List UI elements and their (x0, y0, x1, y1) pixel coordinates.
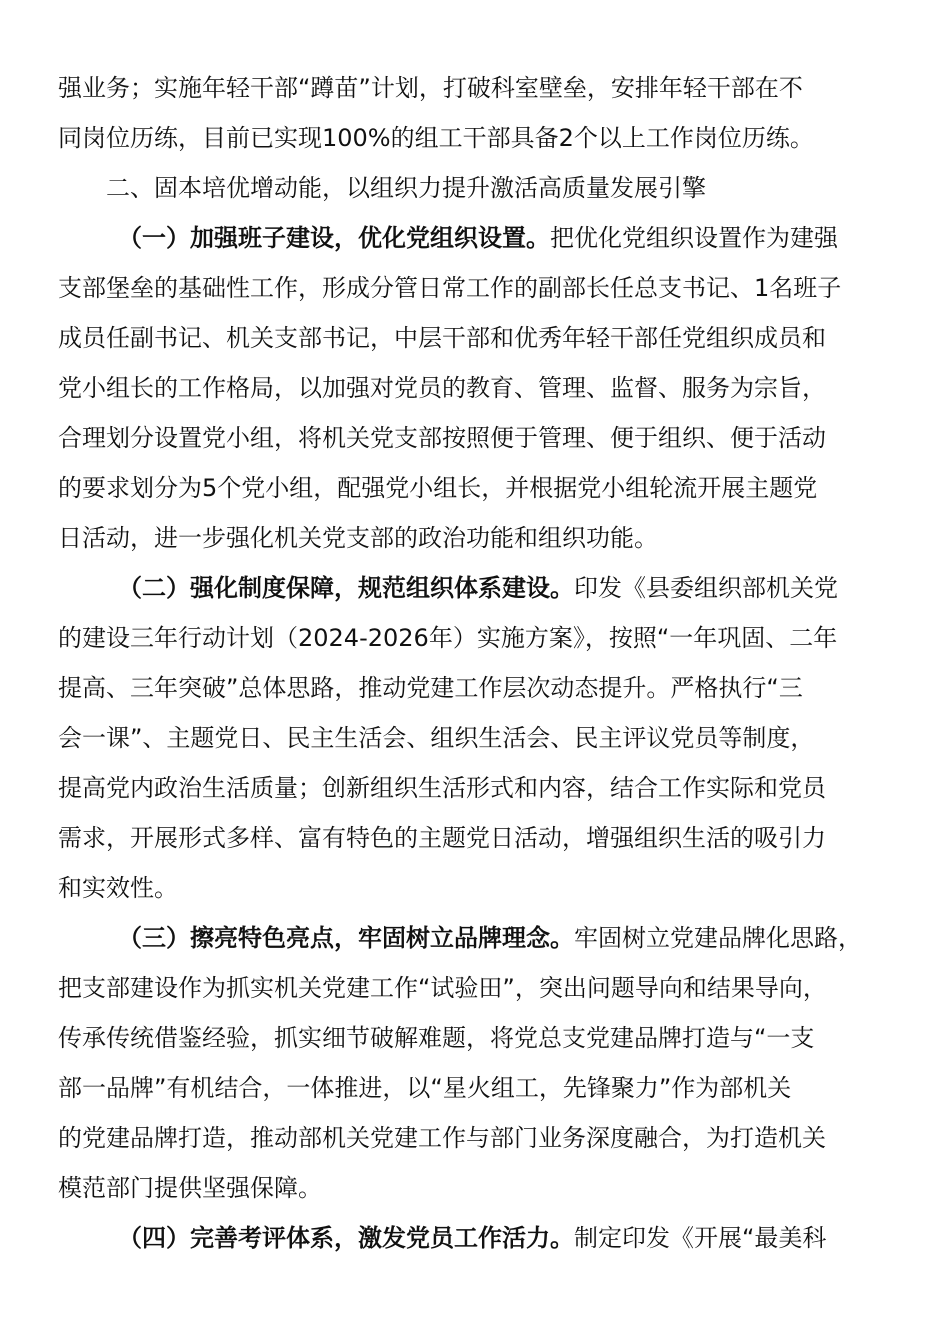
subsection-heading: （一）加强班子建设，优化党组织设置。 (118, 224, 550, 252)
paragraph-line: 同岗位历练，目前已实现100%的组工干部具备2个以上工作岗位历练。 (58, 124, 814, 152)
subsection-paragraph-start: （四）完善考评体系，激发党员工作活力。制定印发《开展“最美科 (118, 1224, 827, 1252)
section-heading: 二、固本培优增动能，以组织力提升激活高质量发展引擎 (106, 174, 706, 202)
paragraph-line: 的建设三年行动计划（2024-2026年）实施方案》，按照“一年巩固、二年 (58, 624, 838, 652)
subsection-paragraph-start: （二）强化制度保障，规范组织体系建设。印发《县委组织部机关党 (118, 574, 838, 602)
paragraph-line: 会一课”、主题党日、民主生活会、组织生活会、民主评议党员等制度， (58, 724, 815, 752)
subsection-paragraph-start: （三）擦亮特色亮点，牢固树立品牌理念。牢固树立党建品牌化思路， (118, 924, 862, 952)
paragraph-line: 把支部建设作为抓实机关党建工作“试验田”，突出问题导向和结果导向， (58, 974, 827, 1002)
subsection-heading: （三）擦亮特色亮点，牢固树立品牌理念。 (118, 924, 574, 952)
paragraph-line: 合理划分设置党小组，将机关党支部按照便于管理、便于组织、便于活动 (58, 424, 826, 452)
paragraph-line: 的要求划分为5个党小组，配强党小组长，并根据党小组轮流开展主题党 (58, 474, 818, 502)
paragraph-line: 提高党内政治生活质量；创新组织生活形式和内容，结合工作实际和党员 (58, 774, 826, 802)
paragraph-line: 需求，开展形式多样、富有特色的主题党日活动，增强组织生活的吸引力 (58, 824, 826, 852)
paragraph-line: 和实效性。 (58, 874, 178, 902)
subsection-heading: （四）完善考评体系，激发党员工作活力。 (118, 1224, 574, 1252)
paragraph-line: 党小组长的工作格局，以加强对党员的教育、管理、监督、服务为宗旨， (58, 374, 826, 402)
paragraph-line: 日活动，进一步强化机关党支部的政治功能和组织功能。 (58, 524, 658, 552)
paragraph-line: 模范部门提供坚强保障。 (58, 1174, 322, 1202)
subsection-paragraph-start: （一）加强班子建设，优化党组织设置。把优化党组织设置作为建强 (118, 224, 838, 252)
paragraph-line: 强业务；实施年轻干部“蹲苗”计划，打破科室壁垒，安排年轻干部在不 (58, 74, 803, 102)
paragraph-line: 提高、三年突破”总体思路，推动党建工作层次动态提升。严格执行“三 (58, 674, 803, 702)
paragraph-line: 成员任副书记、机关支部书记，中层干部和优秀年轻干部任党组织成员和 (58, 324, 826, 352)
paragraph-line: 支部堡垒的基础性工作，形成分管日常工作的副部长任总支书记、1名班子 (58, 274, 842, 302)
paragraph-line: 部一品牌”有机结合，一体推进，以“星火组工，先锋聚力”作为部机关 (58, 1074, 792, 1102)
paragraph-line: 传承传统借鉴经验，抓实细节破解难题，将党总支党建品牌打造与“一支 (58, 1024, 815, 1052)
paragraph-line: 的党建品牌打造，推动部机关党建工作与部门业务深度融合，为打造机关 (58, 1124, 826, 1152)
subsection-heading: （二）强化制度保障，规范组织体系建设。 (118, 574, 574, 602)
